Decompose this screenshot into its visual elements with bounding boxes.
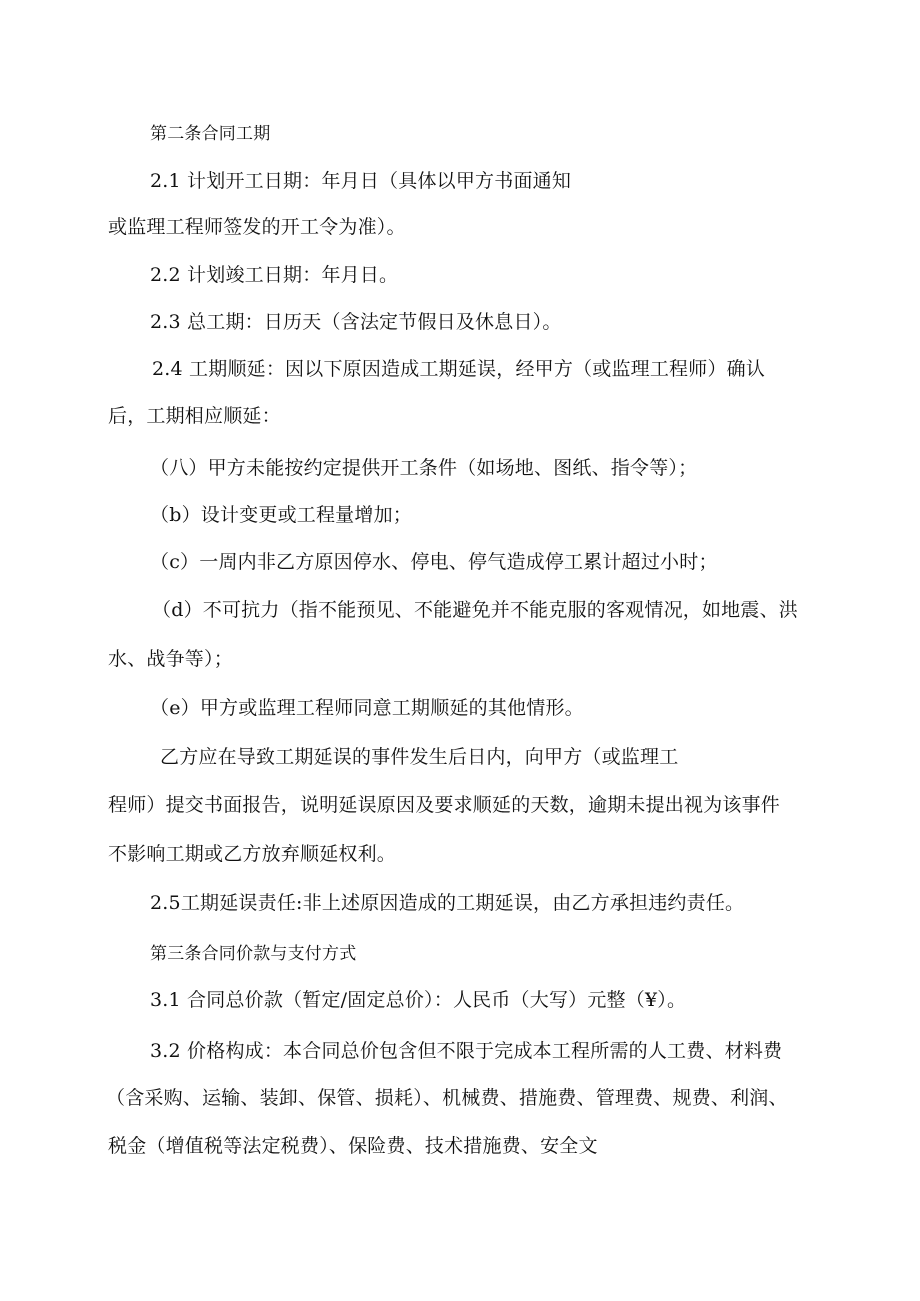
clause-3-2-line-3: 税金（增值税等法定税费）、保险费、技术措施费、安全文 [108, 1135, 598, 1157]
list-item-d-line-1: （d）不可抗力（指不能预见、不能避免并不能克服的客观情况，如地震、洪 [152, 599, 798, 621]
clause-2-4-line-2: 后，工期相应顺延： [108, 405, 281, 427]
list-item-c: （c）一周内非乙方原因停水、停电、停气造成停工累计超过小时； [150, 551, 718, 573]
list-item-d-line-2: 水、战争等）； [108, 648, 233, 670]
clause-2-5: 2.5工期延误责任:非上述原因造成的工期延误，由乙方承担违约责任。 [150, 892, 745, 914]
list-item-e: （e）甲方或监理工程师同意工期顺延的其他情形。 [150, 697, 584, 719]
clause-2-4-line-1: 2.4 工期顺延：因以下原因造成工期延误，经甲方（或监理工程师）确认 [152, 358, 766, 380]
clause-3-2-line-2: （含采购、运输、装卸、保管、损耗）、机械费、措施费、管理费、规费、利润、 [106, 1087, 788, 1109]
clause-2-2: 2.2 计划竣工日期：年月日。 [150, 264, 399, 286]
delay-report-line-1: 乙方应在导致工期延误的事件发生后日内，向甲方（或监理工 [160, 746, 679, 768]
clause-2-3: 2.3 总工期：日历天（含法定节假日及休息日）。 [150, 311, 562, 333]
clause-2-1-line-2: 或监理工程师签发的开工令为准）。 [108, 216, 406, 238]
delay-report-line-2: 程师）提交书面报告，说明延误原因及要求顺延的天数，逾期未提出视为该事件 [108, 794, 781, 816]
clause-3-1: 3.1 合同总价款（暂定/固定总价）：人民币（大写）元整（¥）。 [150, 989, 687, 1011]
section-heading-article-2: 第二条合同工期 [150, 124, 271, 144]
list-item-a: （八）甲方未能按约定提供开工条件（如场地、图纸、指令等）； [150, 457, 698, 479]
section-heading-article-3: 第三条合同价款与支付方式 [150, 944, 357, 964]
delay-report-line-3: 不影响工期或乙方放弃顺延权利。 [108, 843, 397, 865]
clause-3-2-line-1: 3.2 价格构成：本合同总价包含但不限于完成本工程所需的人工费、材料费 [150, 1040, 783, 1062]
clause-2-1-line-1: 2.1 计划开工日期：年月日（具体以甲方书面通知 [150, 170, 572, 192]
list-item-b: （b）设计变更或工程量增加； [150, 504, 412, 526]
